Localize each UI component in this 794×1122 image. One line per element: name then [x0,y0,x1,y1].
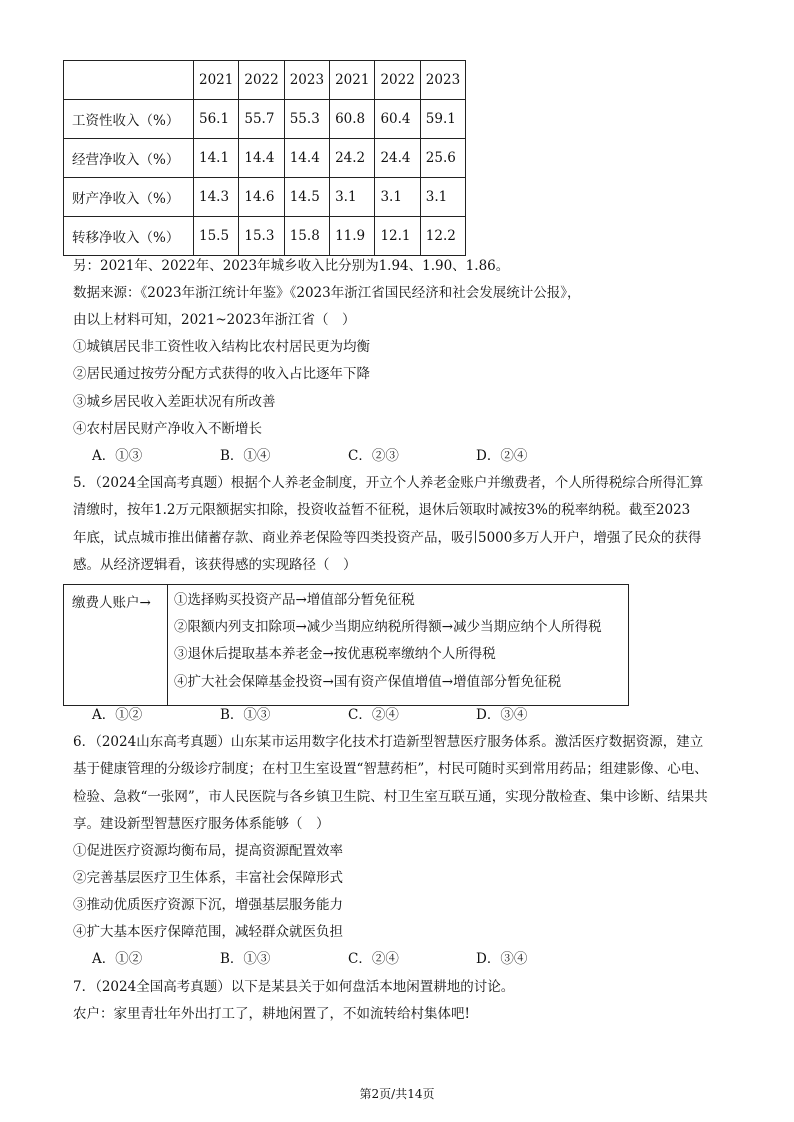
table-header-cell: 2022 [239,61,284,100]
q5-line-1: 5．（2024全国高考真题）根据个人养老金制度，开立个人养老金账户并缴费者，个人所得税综合所得汇算 [73,475,704,491]
table-cell: 60.8 [330,100,375,139]
pension-path-box [63,584,629,706]
table-cell: 14.6 [239,178,284,217]
q5-line-4: 感。从经济逻辑看，该获得感的实现路径（ ） [73,557,357,573]
path-step-1: ①选择购买投资产品→增值部分暂免征税 [174,592,415,608]
q4-options [92,446,527,466]
row-label: 经营净收入（%） [64,139,194,178]
q4-item-1: ①城镇居民非工资性收入结构比农村居民更为均衡 [73,339,370,355]
table-cell: 14.5 [284,178,329,217]
q6-option-b[interactable]: B．①③ [220,951,271,967]
table-cell: 3.1 [330,178,375,217]
q6-option-a[interactable]: A．①② [92,951,143,967]
q5-options [92,705,527,725]
table-header-cell: 2023 [284,61,329,100]
table-row [64,217,466,256]
q4-option-b[interactable]: B．①④ [220,448,271,464]
q4-option-a[interactable]: A．①③ [92,448,143,464]
table-header-cell: 2021 [194,61,239,100]
q6-item-2: ②完善基层医疗卫生体系，丰富社会保障形式 [73,870,343,886]
q6-option-d[interactable]: D．③④ [476,951,528,967]
table-row [64,100,466,139]
q4-stem: 由以上材料可知，2021~2023年浙江省（ ） [73,312,356,328]
q5-option-d[interactable]: D．③④ [476,707,528,723]
q4-note: 另：2021年、2022年、2023年城乡收入比分别为1.94、1.90、1.86。 [73,258,510,274]
table-cell: 3.1 [420,178,465,217]
q7-farmer-statement: 农户：家里青壮年外出打工了，耕地闲置了，不如流转给村集体吧! [73,1006,470,1022]
q6-line-1: 6．（2024山东高考真题）山东某市运用数字化技术打造新型智慧医疗服务体系。激活医疗数据资源，建立 [73,734,704,750]
table-cell: 11.9 [330,217,375,256]
q5-option-a[interactable]: A．①② [92,707,143,723]
q5-line-3: 年底，试点城市推出储蓄存款、商业养老保险等四类投资产品，吸引5000多万人开户，增强了民众的获得 [73,530,702,546]
account-label: 缴费人账户→ [72,595,151,611]
row-label: 转移净收入（%） [64,217,194,256]
table-cell: 15.5 [194,217,239,256]
table-cell: 59.1 [420,100,465,139]
q4-item-2: ②居民通过按劳分配方式获得的收入占比逐年下降 [73,366,370,382]
q5-option-b[interactable]: B．①③ [220,707,271,723]
q6-item-1: ①促进医疗资源均衡布局，提高资源配置效率 [73,843,343,859]
q6-line-3: 检验、急救“一张网”，市人民医院与各乡镇卫生院、村卫生室互联互通，实现分散检查、集中诊断、结果共 [73,789,708,805]
q4-item-3: ③城乡居民收入差距状况有所改善 [73,394,276,410]
table-cell: 12.2 [420,217,465,256]
table-cell: 14.3 [194,178,239,217]
q4-source: 数据来源：《2023年浙江统计年鉴》《2023年浙江省国民经济和社会发展统计公报》， [73,285,581,301]
table-row [64,139,466,178]
table-header-row [64,61,466,100]
q7-stem: 7．（2024全国高考真题）以下是某县关于如何盘活本地闲置耕地的讨论。 [73,979,515,995]
table-cell: 12.1 [375,217,420,256]
path-step-4: ④扩大社会保障基金投资→国有资产保值增值→增值部分暂免征税 [174,674,562,690]
q4-item-4: ④农村居民财产净收入不断增长 [73,421,262,437]
q4-option-d[interactable]: D．②④ [476,448,528,464]
q6-line-2: 基于健康管理的分级诊疗制度；在村卫生室设置“智慧药柜”，村民可随时买到常用药品；组建影像、心电、 [73,761,708,777]
table-cell: 55.7 [239,100,284,139]
q6-item-3: ③推动优质医疗资源下沉，增强基层服务能力 [73,897,343,913]
q5-line-2: 清缴时，按年1.2万元限额据实扣除，投资收益暂不征税，退休后领取时减按3%的税率纳税。截至2023 [73,502,691,518]
table-header-cell: 2023 [420,61,465,100]
table-cell: 14.4 [239,139,284,178]
table-cell: 14.1 [194,139,239,178]
table-header-cell: 2021 [330,61,375,100]
table-corner-cell [64,61,194,100]
page-number: 第2页/共14页 [359,1087,435,1101]
row-label: 工资性收入（%） [64,100,194,139]
q4-option-c[interactable]: C．②③ [348,448,399,464]
q6-item-4: ④扩大基本医疗保障范围，减轻群众就医负担 [73,924,343,940]
path-divider [167,585,168,705]
table-cell: 15.3 [239,217,284,256]
row-label: 财产净收入（%） [64,178,194,217]
table-cell: 14.4 [284,139,329,178]
path-step-2: ②限额内列支扣除项→减少当期应纳税所得额→减少当期应纳个人所得税 [174,619,602,635]
income-structure-table [63,60,466,256]
table-cell: 15.8 [284,217,329,256]
q6-line-4: 享。建设新型智慧医疗服务体系能够（ ） [73,816,330,832]
path-step-3: ③退休后提取基本养老金→按优惠税率缴纳个人所得税 [174,646,496,662]
table-cell: 55.3 [284,100,329,139]
table-header-cell: 2022 [375,61,420,100]
table-cell: 56.1 [194,100,239,139]
table-row [64,178,466,217]
table-cell: 24.4 [375,139,420,178]
table-cell: 25.6 [420,139,465,178]
q6-option-c[interactable]: C．②④ [348,951,399,967]
q6-options [92,949,527,969]
table-cell: 60.4 [375,100,420,139]
q5-option-c[interactable]: C．②④ [348,707,399,723]
table-cell: 24.2 [330,139,375,178]
table-cell: 3.1 [375,178,420,217]
